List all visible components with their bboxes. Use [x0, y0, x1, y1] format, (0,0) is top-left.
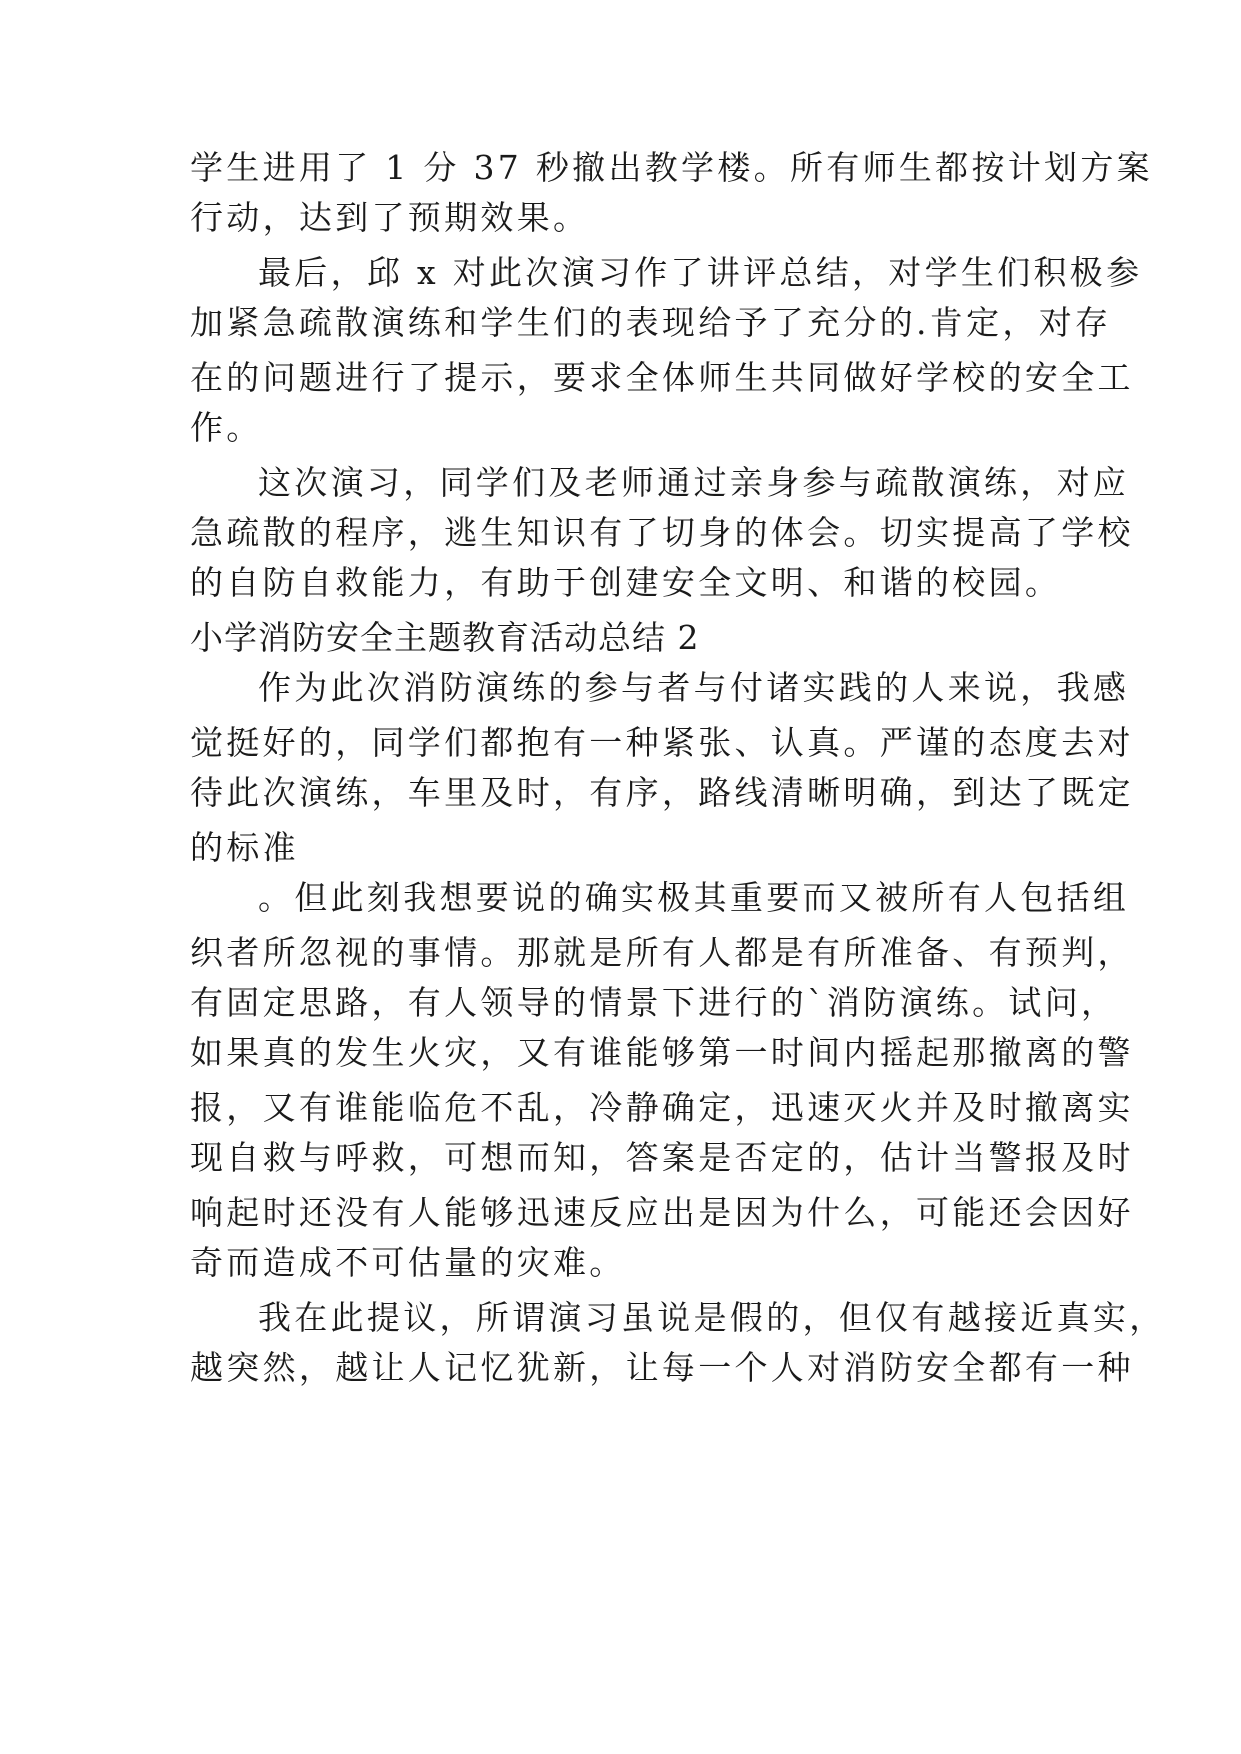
text-line: 急疏散的程序，逃生知识有了切身的体会。切实提高了学校	[190, 513, 1134, 552]
text-line: 作为此次消防演练的参与者与付诸实践的人来说，我感	[258, 668, 1130, 707]
text-line: 待此次演练，车里及时，有序，路线清晰明确，到达了既定	[190, 773, 1134, 812]
text-line: 最后，邱 x 对此次演习作了讲评总结，对学生们积极参	[258, 253, 1143, 292]
text-line: 在的问题进行了提示，要求全体师生共同做好学校的安全工	[190, 358, 1134, 397]
text-line: 现自救与呼救，可想而知，答案是否定的，估计当警报及时	[190, 1138, 1134, 1177]
text-line: 。但此刻我想要说的确实极其重要而又被所有人包括组	[258, 878, 1130, 917]
text-line: 如果真的发生火灾，又有谁能够第一时间内摇起那撤离的警	[190, 1033, 1134, 1072]
text-line: 报，又有谁能临危不乱，冷静确定，迅速灭火并及时撤离实	[190, 1088, 1134, 1127]
text-line: 有固定思路，有人领导的情景下进行的`消防演练。试问，	[190, 983, 1118, 1022]
text-line: 这次演习，同学们及老师通过亲身参与疏散演练，对应	[258, 463, 1130, 502]
text-line: 学生进用了 1 分 37 秒撤出教学楼。所有师生都按计划方案	[190, 148, 1153, 187]
text-line: 行动，达到了预期效果。	[190, 198, 590, 237]
text-line: 奇而造成不可估量的灾难。	[190, 1243, 626, 1282]
text-line: 作。	[190, 408, 263, 447]
section-heading: 小学消防安全主题教育活动总结 2	[190, 618, 700, 657]
text-line: 我在此提议，所谓演习虽说是假的，但仅有越接近真实，	[258, 1298, 1166, 1337]
text-line: 的标准	[190, 828, 299, 867]
text-line: 觉挺好的，同学们都抱有一种紧张、认真。严谨的态度去对	[190, 723, 1134, 762]
text-line: 越突然，越让人记忆犹新，让每一个人对消防安全都有一种	[190, 1348, 1134, 1387]
text-line: 响起时还没有人能够迅速反应出是因为什么，可能还会因好	[190, 1193, 1134, 1232]
text-line: 织者所忽视的事情。那就是所有人都是有所准备、有预判，	[190, 933, 1134, 972]
text-line: 加紧急疏散演练和学生们的表现给予了充分的.肯定，对存	[190, 303, 1112, 342]
text-line: 的自防自救能力，有助于创建安全文明、和谐的校园。	[190, 563, 1062, 602]
